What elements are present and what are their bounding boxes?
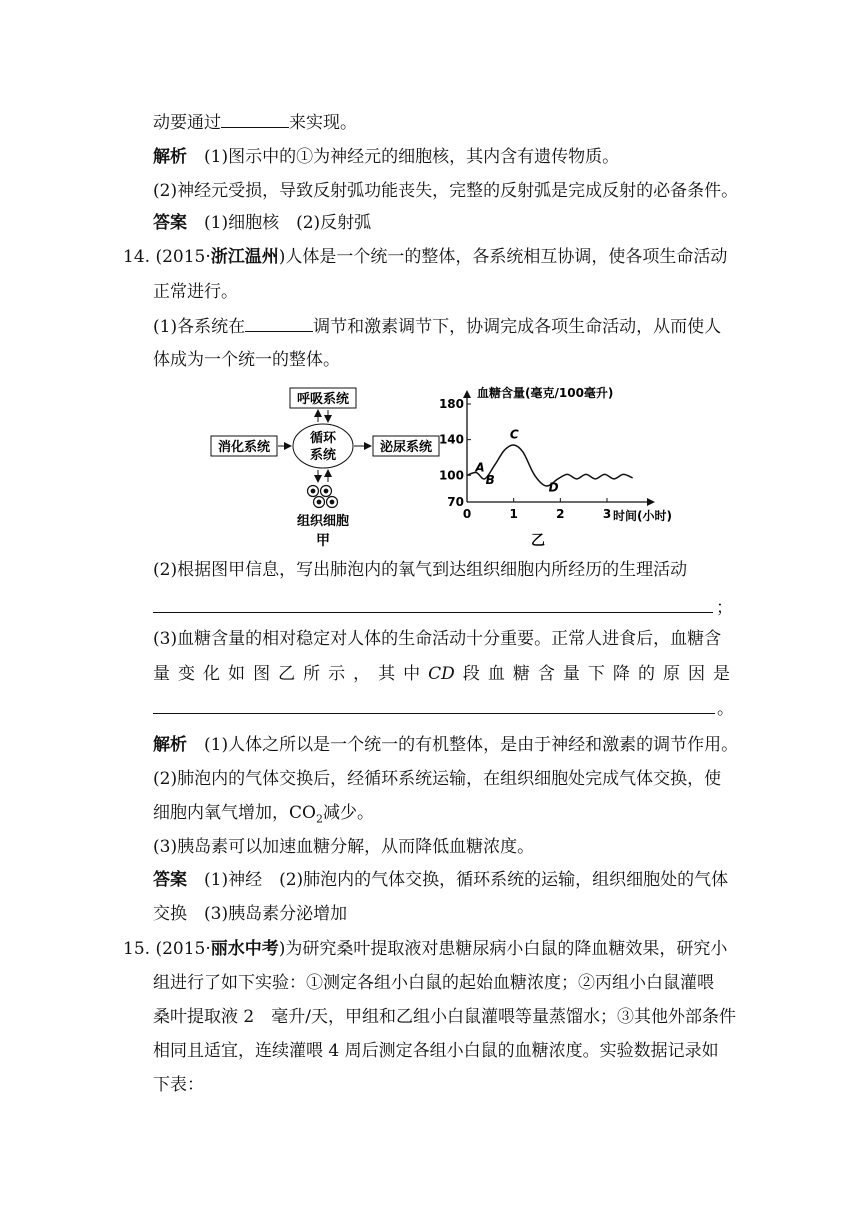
figure-yi-label: 乙 — [531, 533, 545, 549]
fill-blank[interactable] — [245, 314, 313, 332]
x-tick-label: 1 — [509, 507, 518, 521]
q14-part3: (3)血糖含量的相对稳定对人体的生命活动十分重要。正常人进食后，血糖含 — [153, 629, 722, 649]
y-tick-label: 70 — [447, 495, 464, 509]
q14-explanation-4: (3)胰岛素可以加速血糖分解，从而降低血糖浓度。 — [153, 837, 535, 857]
q15-line4: 相同且适宜，连续灌喂 4 周后测定各组小白鼠的血糖浓度。实验数据记录如 — [153, 1041, 719, 1061]
answer-tag: 答案 — [153, 870, 187, 890]
figure-yi-chart — [435, 382, 685, 552]
x-tick-label: 3 — [602, 507, 612, 521]
x-axis-arrow — [647, 498, 655, 506]
figure-jia-label: 甲 — [316, 533, 330, 549]
q14-part3-line2 — [153, 662, 730, 686]
answer-line: 答案 (1)细胞核 (2)反射弧 — [153, 213, 372, 233]
justified-char: 降 — [612, 664, 630, 684]
justified-char: 下 — [587, 664, 605, 684]
tissue-cells-icon — [308, 486, 338, 508]
y-axis-arrow — [463, 390, 471, 398]
x-tick-label: 2 — [556, 507, 565, 521]
justified-char: 其 — [378, 664, 396, 684]
q14-explanation: 解析 (1)人体之所以是一个统一的有机整体，是由于神经和激素的调节作用。 — [153, 735, 739, 755]
urinary-label: 泌尿系统 — [379, 440, 433, 455]
justified-char: CD — [428, 664, 455, 684]
q15-stem: 15. (2015·丽水中考)为研究桑叶提取液对患糖尿病小白鼠的降血糖效果，研究小 — [123, 939, 728, 959]
justified-char: 如 — [228, 664, 246, 684]
justified-char: 乙 — [278, 664, 296, 684]
circulatory-label-2: 系统 — [309, 448, 337, 463]
justified-char: 化 — [203, 664, 221, 684]
explanation-line: 解析 (1)图示中的①为神经元的细胞核，其内含有遗传物质。 — [153, 147, 620, 167]
justified-char: 所 — [303, 664, 321, 684]
justified-char: 图 — [253, 664, 271, 684]
q14-part2-end: ； — [716, 598, 733, 618]
explanation-tag: 解析 — [153, 735, 187, 755]
digestive-label: 消化系统 — [217, 440, 271, 455]
q14-explanation-3: 细胞内氧气增加，$CO_2$减少。 — [153, 803, 374, 826]
q14-stem-2: 正常进行。 — [153, 282, 238, 302]
answer-tag: 答案 — [153, 213, 187, 233]
q15-line5: 下表： — [153, 1075, 204, 1095]
justified-char: 因 — [687, 664, 705, 684]
q14-explanation-2: (2)肺泡内的气体交换后，经循环系统运输，在组织细胞处完成气体交换，使 — [153, 769, 722, 789]
y-tick-label: 100 — [438, 468, 464, 483]
point-label-a: A — [475, 460, 485, 475]
q15-line2: 组进行了如下实验：①测定各组小白鼠的起始血糖浓度；②丙组小白鼠灌喂 — [153, 973, 714, 993]
line-1: 动要通过 来实现。 — [153, 110, 357, 135]
justified-char: 是 — [712, 664, 730, 684]
point-label-b: B — [485, 473, 495, 488]
y-tick-label: 140 — [438, 432, 464, 447]
answer-blank-line[interactable] — [153, 713, 715, 714]
fill-blank[interactable] — [221, 110, 289, 128]
justified-char: 糖 — [512, 664, 530, 684]
point-label-d: D — [548, 480, 559, 495]
justified-char: 示 — [328, 664, 346, 684]
q14-answer-2: 交换 (3)胰岛素分泌增加 — [153, 904, 348, 924]
q14-part1-2: 体成为一个统一的整体。 — [153, 350, 340, 370]
respiratory-label: 呼吸系统 — [296, 392, 350, 407]
answer-blank-line[interactable] — [153, 612, 713, 613]
justified-char: 量 — [562, 664, 580, 684]
q14-answer: 答案 (1)神经 (2)肺泡内的气体交换，循环系统的运输，组织细胞处的气体 — [153, 870, 729, 890]
y-tick-label: 180 — [438, 397, 464, 411]
explanation-tag: 解析 — [153, 147, 187, 167]
chart-ylabel: 血糖含量(毫克/100毫升) — [477, 386, 614, 400]
justified-char: ， — [353, 664, 371, 684]
q14-part2: (2)根据图甲信息，写出肺泡内的氧气到达组织细胞内所经历的生理活动 — [153, 560, 688, 580]
q14-part1: (1)各系统在 调节和激素调节下，协调完成各项生命活动，从而使人 — [153, 314, 721, 339]
q14-stem: 14. (2015·浙江温州)人体是一个统一的整体，各系统相互协调，使各项生命活动 — [123, 247, 728, 267]
justified-char: 段 — [462, 664, 480, 684]
q15-line3: 桑叶提取液 2 毫升/天，甲组和乙组小白鼠灌喂等量蒸馏水；③其他外部条件 — [153, 1007, 736, 1027]
circulatory-label-1: 循环 — [309, 431, 337, 446]
q14-part3-end: 。 — [717, 699, 734, 719]
justified-char: 变 — [178, 664, 196, 684]
justified-char: 的 — [637, 664, 655, 684]
justified-char: 含 — [537, 664, 555, 684]
x-tick-label: 0 — [462, 507, 472, 521]
justified-char: 中 — [403, 664, 421, 684]
chart-xlabel: 时间(小时) — [613, 509, 672, 523]
tissue-label: 组织细胞 — [296, 514, 350, 529]
justified-char: 原 — [662, 664, 680, 684]
point-label-c: C — [509, 427, 519, 442]
justified-char: 量 — [153, 664, 170, 684]
figure-jia — [205, 382, 445, 552]
explanation-line-2: (2)神经元受损，导致反射弧功能丧失，完整的反射弧是完成反射的必备条件。 — [153, 181, 739, 201]
justified-char: 血 — [487, 664, 505, 684]
